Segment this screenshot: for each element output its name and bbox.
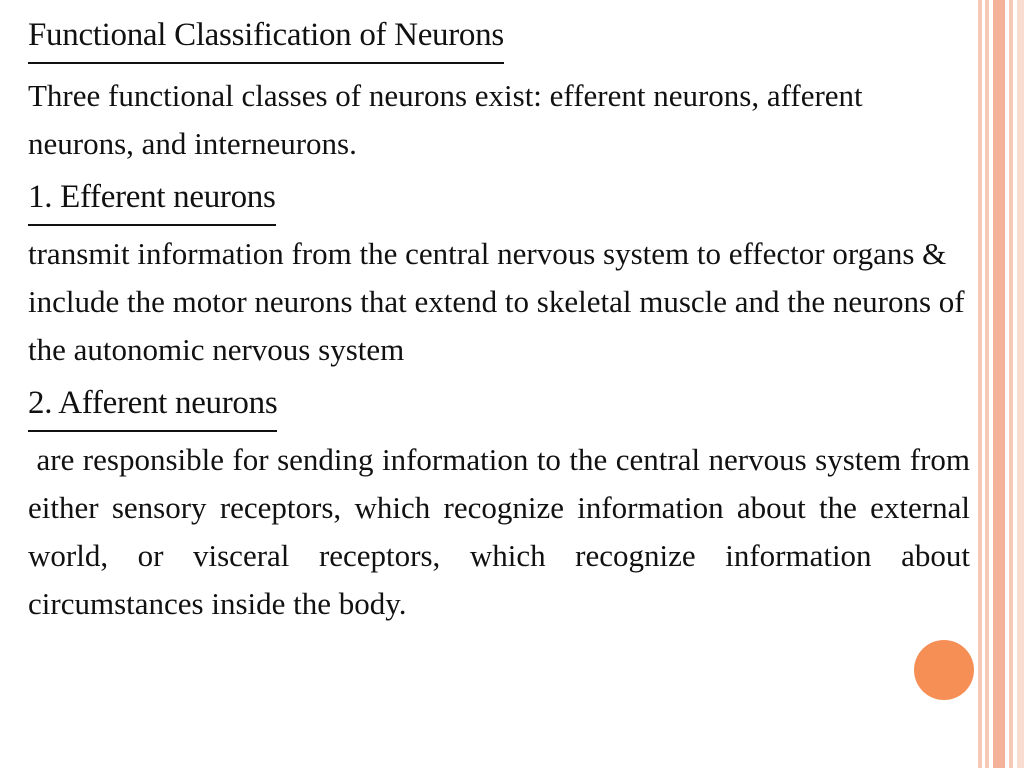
decorative-stripe (978, 0, 982, 768)
decorative-stripe (1017, 0, 1024, 768)
decorative-stripe (1009, 0, 1013, 768)
intro-text: Three functional classes of neurons exist: efferent neurons, afferent neurons, and interneurons. (28, 78, 863, 161)
slide-title: Functional Classification of Neurons (28, 12, 504, 64)
decorative-circle (914, 640, 974, 700)
section-body-efferent: transmit information from the central nervous system to effector organs & include the motor neurons that extend to skeletal muscle and the neurons of the autonomic nervous system (28, 236, 965, 367)
section-heading-efferent: 1. Efferent neurons (28, 174, 276, 226)
slide-content (28, 12, 978, 628)
section-body-afferent: are responsible for sending information to the central nervous system from either sensory receptors, which recognize information about the external world, or visceral receptors, which recognize information about circumstances inside the body. (28, 442, 978, 621)
decorative-stripe (993, 0, 1005, 768)
decorative-stripe (985, 0, 989, 768)
section-heading-afferent: 2. Afferent neurons (28, 380, 277, 432)
